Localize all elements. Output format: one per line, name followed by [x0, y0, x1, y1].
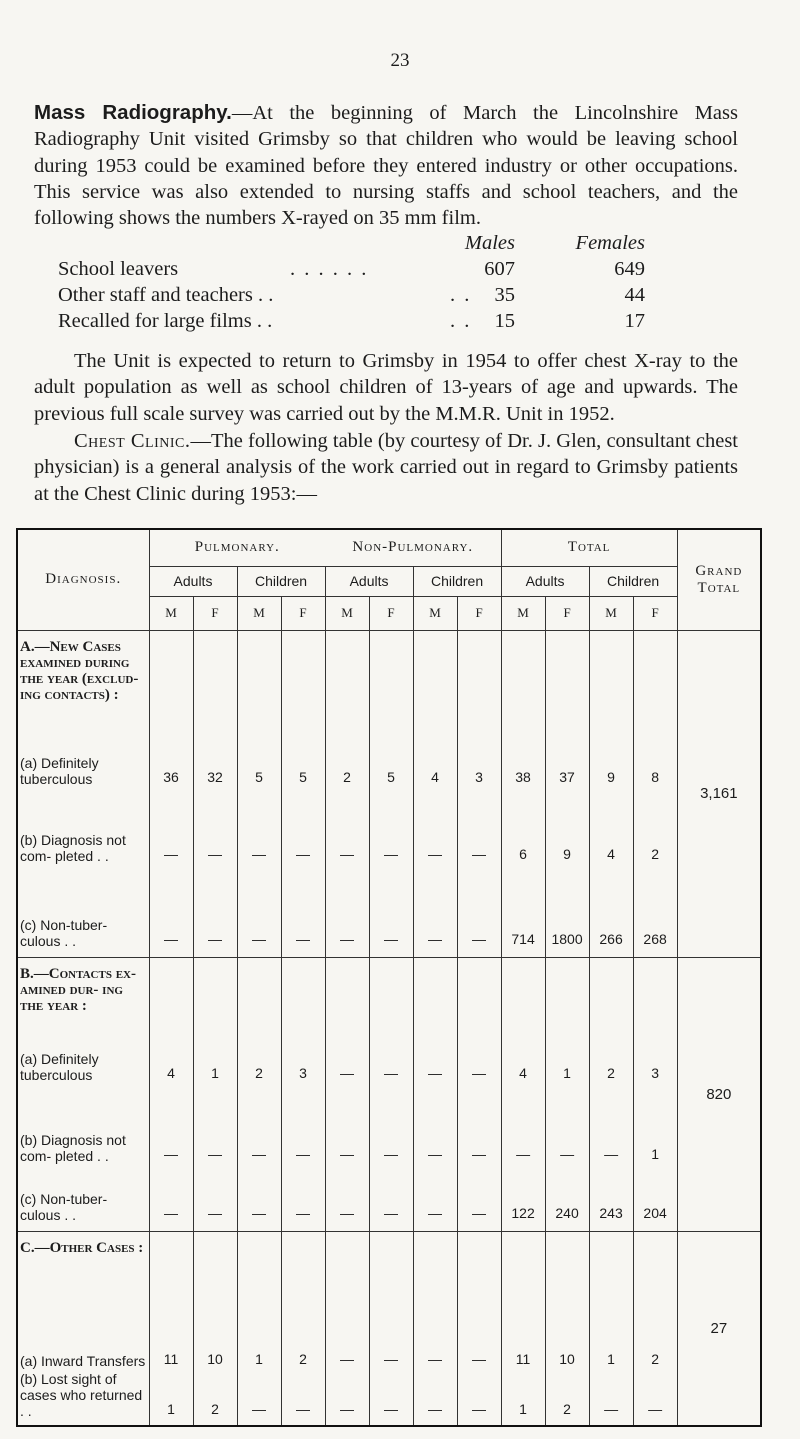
intro-lead: Mass Radiography.	[34, 101, 232, 124]
cell-value: —	[164, 1204, 178, 1221]
cell-value: 1800	[551, 930, 583, 947]
cell-value: —	[384, 1351, 399, 1367]
xray-row-males: 35	[494, 284, 515, 306]
group-heading: B.—Contacts ex- amined dur- ing the year :	[20, 965, 136, 1014]
cell-value: 5	[255, 768, 263, 785]
value-cell	[589, 630, 633, 957]
return-paragraph: The Unit is expected to return to Grimsby in 1954 to offer chest X-ray to the adult population as well as school children of 13-years of age and upwards. The previous full scale survey was carried out by the M.M.R. Unit in 1952.	[34, 350, 738, 425]
cell-value: —	[252, 1204, 266, 1221]
header-non-pulmonary: Non-Pulmonary.	[325, 529, 501, 566]
xray-row-label: Other staff and teachers . .	[58, 284, 274, 306]
value-cell	[545, 630, 589, 957]
cell-value: —	[208, 1204, 222, 1221]
cell-value: 5	[299, 768, 307, 785]
cell-value: 9	[607, 768, 615, 785]
cell-value: —	[472, 1145, 487, 1162]
header-f: F	[281, 596, 325, 630]
grand-total-cell: 820	[677, 957, 761, 1231]
xray-row-label: Recalled for large films . .	[58, 310, 273, 332]
header-m: M	[325, 596, 369, 630]
cell-value: —	[428, 1145, 443, 1162]
cell-value: 9	[563, 845, 571, 862]
cell-value: 2	[343, 768, 351, 785]
cell-value: —	[164, 930, 178, 947]
cell-value: 204	[643, 1204, 667, 1221]
cell-value: —	[296, 930, 311, 947]
cell-value: —	[472, 930, 487, 947]
item-label: (b) Diagnosis not com- pleted . .	[20, 1131, 126, 1164]
value-cell	[413, 957, 457, 1231]
cell-value: —	[208, 1145, 222, 1162]
xray-row-dots: . . . . . .	[290, 258, 369, 280]
cell-value: —	[428, 1401, 443, 1417]
cell-value: —	[384, 1401, 399, 1417]
header-adults: Adults	[501, 566, 589, 596]
value-cell	[193, 957, 237, 1231]
cell-value: 1	[607, 1351, 615, 1367]
cell-value: 10	[559, 1351, 575, 1367]
header-f: F	[457, 596, 501, 630]
cell-value: 2	[607, 1064, 615, 1081]
value-cell	[501, 630, 545, 957]
cell-value: —	[604, 1145, 619, 1162]
chest-clinic-paragraph	[34, 428, 738, 507]
cell-value: —	[472, 1351, 487, 1367]
cell-value: —	[252, 1145, 266, 1162]
cell-value: 240	[555, 1204, 579, 1221]
cell-value: —	[252, 930, 266, 947]
value-cell	[589, 1231, 633, 1426]
value-cell	[589, 957, 633, 1231]
value-cell	[633, 957, 677, 1231]
cell-value: 2	[255, 1064, 263, 1081]
header-children: Children	[589, 566, 677, 596]
value-cell	[281, 630, 325, 957]
cell-value: —	[428, 1204, 443, 1221]
cell-value: 4	[519, 1064, 527, 1081]
header-m: M	[149, 596, 193, 630]
cell-value: 1	[563, 1064, 571, 1081]
cell-value: 4	[167, 1064, 175, 1081]
cell-value: —	[340, 1351, 355, 1367]
cell-value: 6	[519, 845, 527, 862]
header-m: M	[501, 596, 545, 630]
cell-value: —	[428, 1064, 443, 1081]
item-label: (b) Lost sight of cases who returned . .	[20, 1371, 143, 1419]
header-f: F	[633, 596, 677, 630]
cell-value: 3	[475, 768, 483, 785]
cell-value: 2	[299, 1351, 307, 1367]
cell-value: —	[516, 1145, 531, 1162]
cell-value: —	[252, 845, 266, 862]
cell-value: —	[340, 1204, 355, 1221]
cell-value: 2	[651, 845, 659, 862]
cell-value: 10	[207, 1351, 223, 1367]
cell-value: 11	[515, 1351, 531, 1367]
chest-clinic-lead: Chest Clinic.	[74, 430, 191, 452]
cell-value: 37	[559, 768, 575, 785]
xray-row-label: School leavers	[58, 258, 179, 280]
cell-value: —	[164, 845, 178, 862]
item-label: (a) Inward Transfers	[20, 1353, 146, 1369]
cell-value: 11	[163, 1351, 179, 1367]
value-cell	[149, 957, 193, 1231]
cell-value: 2	[563, 1401, 571, 1417]
cell-value: —	[472, 1401, 487, 1417]
grand-total-cell: 3,161	[677, 630, 761, 957]
header-f: F	[369, 596, 413, 630]
item-label: (c) Non-tuber- culous . .	[20, 1190, 108, 1223]
xray-header-row	[0, 232, 800, 258]
chest-clinic-text: —The following table (by courtesy of Dr. J. Glen, consultant chest physician) is a general analysis of the work carried out in regard to Grimsby patients at the Chest Clinic during 1953:—	[34, 430, 738, 505]
cell-value: 8	[651, 768, 659, 785]
value-cell	[369, 957, 413, 1231]
cell-value: —	[384, 1204, 399, 1221]
cell-value: —	[208, 845, 222, 862]
value-cell	[545, 957, 589, 1231]
value-cell	[237, 1231, 281, 1426]
cell-value: —	[472, 845, 487, 862]
cell-value: —	[648, 1401, 663, 1417]
cell-value: —	[384, 930, 399, 947]
value-cell	[149, 630, 193, 957]
cell-value: —	[164, 1145, 178, 1162]
group-heading: C.—Other Cases :	[20, 1239, 144, 1256]
value-cell	[281, 957, 325, 1231]
header-m: M	[413, 596, 457, 630]
value-cell	[193, 630, 237, 957]
value-cell	[413, 1231, 457, 1426]
header-f: F	[193, 596, 237, 630]
cell-value: —	[384, 845, 399, 862]
value-cell	[237, 630, 281, 957]
value-cell	[501, 1231, 545, 1426]
header-diagnosis: Diagnosis.	[17, 529, 149, 630]
cell-value: 243	[599, 1204, 623, 1221]
cell-value: —	[208, 930, 222, 947]
cell-value: —	[340, 845, 355, 862]
cell-value: 2	[211, 1401, 219, 1417]
grand-total-cell: 27	[677, 1231, 761, 1426]
diagnosis-cell	[17, 1231, 149, 1426]
value-cell	[633, 1231, 677, 1426]
cell-value: 1	[651, 1145, 659, 1162]
xray-row-females: 649	[614, 258, 645, 280]
cell-value: 4	[607, 845, 615, 862]
header-total: Total	[501, 529, 677, 566]
cell-value: —	[340, 930, 355, 947]
header-children: Children	[237, 566, 325, 596]
cell-value: 268	[643, 930, 667, 947]
cell-value: —	[296, 1145, 311, 1162]
clinic-table	[16, 528, 762, 1427]
header-children: Children	[413, 566, 501, 596]
cell-value: 3	[299, 1064, 307, 1081]
cell-value: —	[296, 1204, 311, 1221]
cell-value: 714	[511, 930, 535, 947]
value-cell	[545, 1231, 589, 1426]
xray-row-dots: . .	[450, 310, 472, 332]
page-number: 23	[390, 50, 410, 71]
group-row	[17, 957, 761, 1231]
xray-row-males: 607	[484, 258, 515, 280]
value-cell	[325, 630, 369, 957]
value-cell	[325, 957, 369, 1231]
value-cell	[193, 1231, 237, 1426]
header-adults: Adults	[325, 566, 413, 596]
cell-value: 1	[211, 1064, 219, 1081]
cell-value: 4	[431, 768, 439, 785]
xray-row-females: 44	[624, 284, 645, 306]
value-cell	[149, 1231, 193, 1426]
cell-value: —	[296, 845, 311, 862]
value-cell	[457, 957, 501, 1231]
value-cell	[237, 957, 281, 1231]
cell-value: 266	[599, 930, 623, 947]
xray-row	[0, 258, 800, 284]
cell-value: 1	[255, 1351, 263, 1367]
cell-value: —	[560, 1145, 575, 1162]
cell-value: 122	[511, 1204, 535, 1221]
cell-value: —	[428, 930, 443, 947]
cell-value: 3	[651, 1064, 659, 1081]
header-m: M	[237, 596, 281, 630]
item-label: (a) Definitely tuberculous	[20, 1050, 99, 1083]
cell-value: —	[472, 1064, 487, 1081]
value-cell	[457, 630, 501, 957]
group-row	[17, 1231, 761, 1426]
xray-row	[0, 310, 800, 336]
cell-value: 1	[167, 1401, 175, 1417]
value-cell	[325, 1231, 369, 1426]
value-cell	[413, 630, 457, 957]
cell-value: 1	[519, 1401, 527, 1417]
header-pulmonary: Pulmonary.	[149, 529, 325, 566]
clinic-table-body	[17, 630, 761, 1426]
value-cell	[281, 1231, 325, 1426]
header-adults: Adults	[149, 566, 237, 596]
header-f: F	[545, 596, 589, 630]
cell-value: —	[384, 1145, 399, 1162]
cell-value: —	[384, 1064, 399, 1081]
cell-value: 5	[387, 768, 395, 785]
cell-value: —	[340, 1145, 355, 1162]
cell-value: 2	[651, 1351, 659, 1367]
cell-value: 38	[515, 768, 531, 785]
xray-row-females: 17	[624, 310, 645, 332]
xray-row	[0, 284, 800, 310]
header-grand-total: Grand Total	[677, 529, 761, 630]
cell-value: 36	[163, 768, 179, 785]
value-cell	[457, 1231, 501, 1426]
col-males: Males	[464, 232, 515, 254]
cell-value: —	[428, 845, 443, 862]
cell-value: —	[340, 1401, 355, 1417]
cell-value: —	[604, 1401, 619, 1417]
cell-value: —	[252, 1401, 266, 1417]
cell-value: —	[296, 1401, 311, 1417]
cell-value: —	[428, 1351, 443, 1367]
cell-value: 32	[207, 768, 223, 785]
group-row	[17, 630, 761, 957]
diagnosis-cell	[17, 630, 149, 957]
value-cell	[633, 630, 677, 957]
cell-value: —	[472, 1204, 487, 1221]
value-cell	[369, 630, 413, 957]
item-label: (a) Definitely tuberculous	[20, 754, 99, 787]
diagnosis-cell	[17, 957, 149, 1231]
value-cell	[369, 1231, 413, 1426]
item-label: (c) Non-tuber- culous . .	[20, 916, 108, 949]
col-females: Females	[575, 232, 645, 254]
xray-row-dots: . .	[450, 284, 472, 306]
intro-text: —At the beginning of March the Lincolnshire Mass Radiography Unit visited Grimsby so that children who would be leaving school during 1953 could be examined before they entered industry or other occupations. This service was also extended to nursing staffs and school teachers, and the following shows the numbers X-rayed on 35 mm film.	[34, 102, 738, 230]
intro-paragraph	[34, 100, 738, 231]
header-m: M	[589, 596, 633, 630]
item-label: (b) Diagnosis not com- pleted . .	[20, 831, 126, 864]
value-cell	[501, 957, 545, 1231]
cell-value: —	[340, 1064, 355, 1081]
xray-row-males: 15	[494, 310, 515, 332]
group-heading: A.—New Cases examined during the year (exclud- ing contacts) :	[20, 638, 139, 703]
